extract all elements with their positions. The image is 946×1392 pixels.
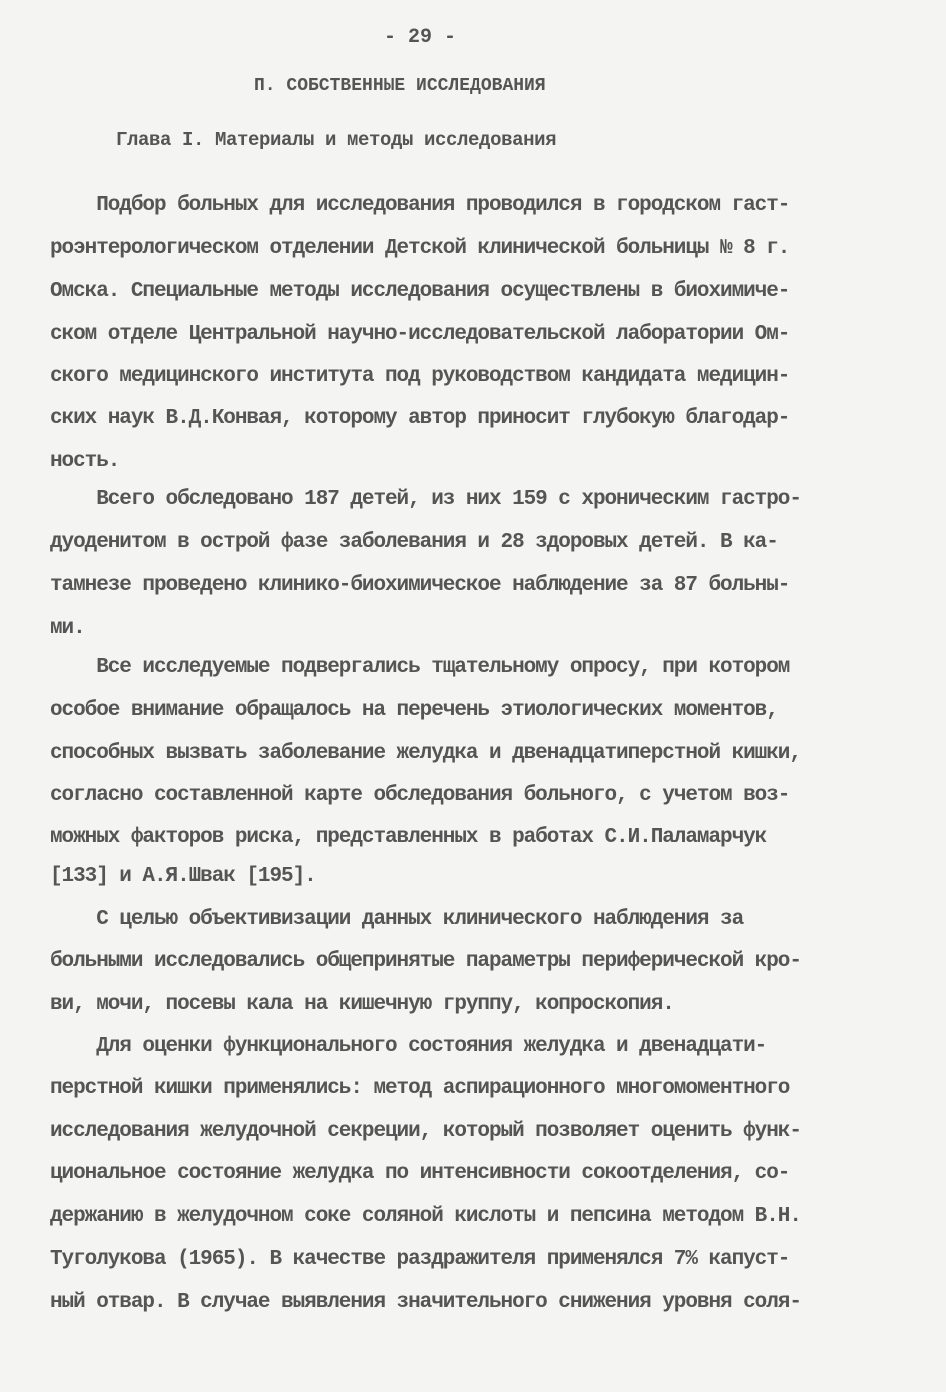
page-number: - 29 - xyxy=(384,26,457,49)
text-line: можных факторов риска, представленных в работах С.И.Паламарчук xyxy=(50,826,767,849)
text-line: способных вызвать заболевание желудка и двенадцатиперстной кишки, xyxy=(50,742,801,765)
text-line: Омска. Специальные методы исследования осуществлены в биохимиче- xyxy=(50,280,790,303)
text-line: Для оценки функционального состояния желудка и двенадцати- xyxy=(50,1035,767,1058)
text-line: ный отвар. В случае выявления значительного снижения уровня соля- xyxy=(50,1291,801,1314)
text-line: дуоденитом в острой фазе заболевания и 28 здоровых детей. В ка- xyxy=(50,531,778,554)
text-line: ских наук В.Д.Конвая, которому автор приносит глубокую благодар- xyxy=(50,407,790,430)
text-line: держанию в желудочном соке соляной кислоты и пепсина методом В.Н. xyxy=(50,1205,801,1228)
text-line: перстной кишки применялись: метод аспирационного многомоментного xyxy=(50,1077,790,1100)
text-line: ви, мочи, посевы кала на кишечную группу, копроскопия. xyxy=(50,993,674,1016)
text-line: особое внимание обращалось на перечень этиологических моментов, xyxy=(50,699,778,722)
text-line: ность. xyxy=(50,450,120,473)
text-line: Туголукова (1965). В качестве раздражителя применялся 7% капуст- xyxy=(50,1248,790,1271)
text-line: роэнтерологическом отделении Детской клинической больницы № 8 г. xyxy=(50,237,790,260)
text-line: Все исследуемые подвергались тщательному опросу, при котором xyxy=(50,656,790,679)
text-line: исследования желудочной секреции, который позволяет оценить функ- xyxy=(50,1120,801,1143)
text-line: ского медицинского института под руководством кандидата медицин- xyxy=(50,365,790,388)
text-line: ми. xyxy=(50,617,85,640)
text-line: С целью объективизации данных клинического наблюдения за xyxy=(50,908,744,931)
section-title: П. СОБСТВЕННЫЕ ИССЛЕДОВАНИЯ xyxy=(254,76,546,96)
text-line: больными исследовались общепринятые параметры периферической кро- xyxy=(50,950,801,973)
text-line: согласно составленной карте обследования больного, с учетом воз- xyxy=(50,784,790,807)
text-line: циональное состояние желудка по интенсивности сокоотделения, со- xyxy=(50,1162,790,1185)
text-line: тамнезе проведено клинико-биохимическое наблюдение за 87 больны- xyxy=(50,574,790,597)
text-line: Подбор больных для исследования проводился в городском гаст- xyxy=(50,194,790,217)
text-line: [133] и А.Я.Швак [195]. xyxy=(50,865,316,888)
chapter-title: Глава I. Материалы и методы исследования xyxy=(116,129,557,151)
text-line: ском отделе Центральной научно-исследовательской лаборатории Ом- xyxy=(50,323,790,346)
text-line: Всего обследовано 187 детей, из них 159 с хроническим гастро- xyxy=(50,488,801,511)
